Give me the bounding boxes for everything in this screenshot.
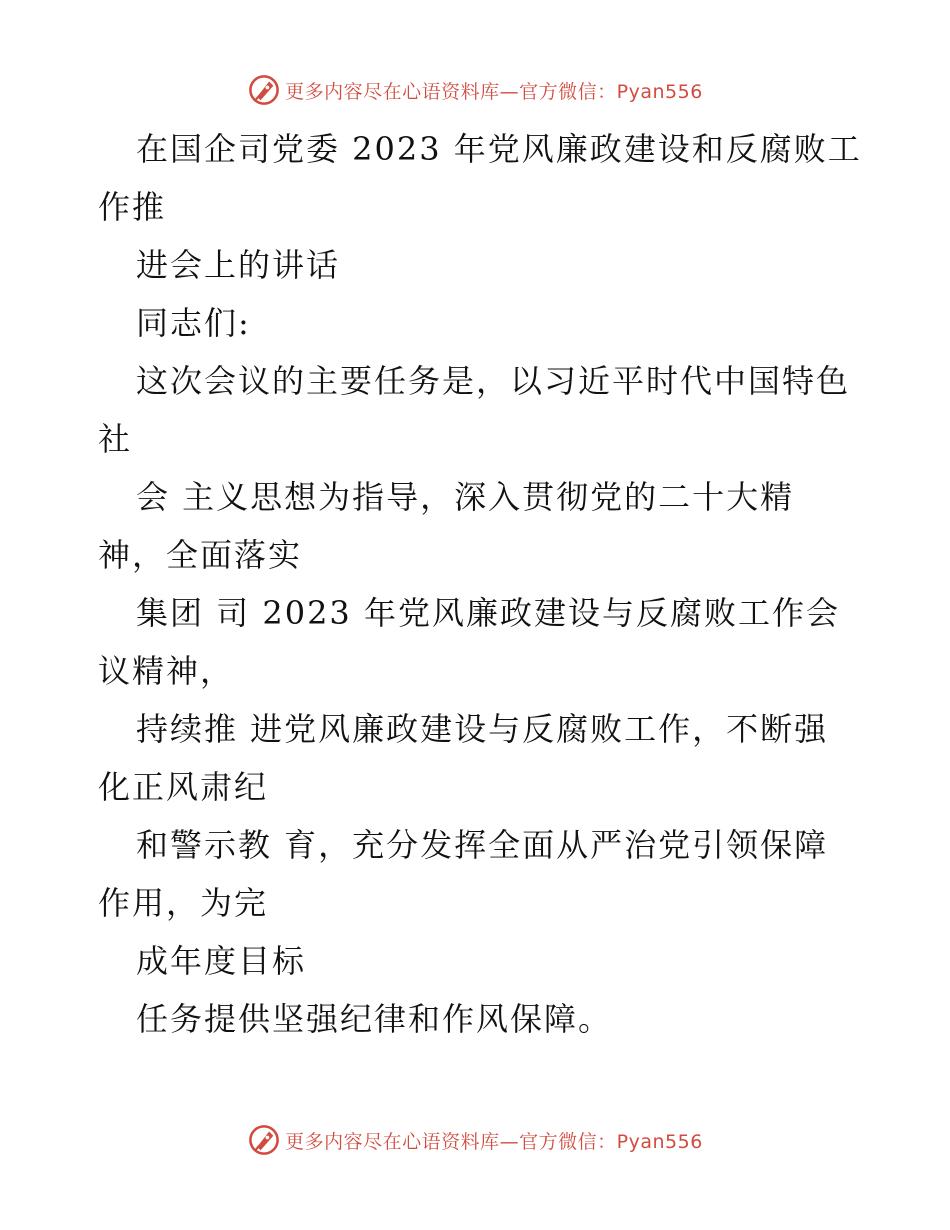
- title-line: 进会上的讲话: [136, 246, 341, 284]
- body-line: 化正风肃纪: [98, 768, 269, 806]
- watermark-text: 更多内容尽在心语资料库—官方微信：Pyan556: [285, 80, 703, 103]
- body-line: 持续推 进党风廉政建设与反腐败工作，不断强: [136, 710, 829, 748]
- title-line: 在国企司党委 2023 年党风廉政建设和反腐败工: [136, 130, 862, 168]
- body-line: 任务提供坚强纪律和作风保障。: [136, 1000, 613, 1038]
- body-line: 和警示教 育，充分发挥全面从严治党引领保障: [136, 826, 829, 864]
- body-line: 成年度目标: [136, 942, 307, 980]
- salutation: 同志们:: [136, 304, 251, 342]
- body-line: 神，全面落实: [98, 536, 303, 574]
- body-line: 社: [98, 420, 133, 458]
- document-body: [98, 120, 862, 1048]
- body-line: 集团 司 2023 年党风廉政建设与反腐败工作会: [136, 594, 840, 632]
- body-line: 作用，为完: [98, 884, 269, 922]
- pen-nib-logo-icon: [247, 73, 281, 107]
- watermark-text: 更多内容尽在心语资料库—官方微信：Pyan556: [285, 1130, 703, 1153]
- pen-nib-logo-icon: [247, 1123, 281, 1157]
- title-line: 作推: [98, 188, 167, 226]
- header-watermark-banner: [0, 70, 950, 110]
- body-line: 议精神，: [98, 652, 235, 690]
- body-line: 会 主义思想为指导，深入贯彻党的二十大精: [136, 478, 795, 516]
- body-line: 这次会议的主要任务是，以习近平时代中国特色: [136, 362, 851, 400]
- footer-watermark-banner: [0, 1120, 950, 1160]
